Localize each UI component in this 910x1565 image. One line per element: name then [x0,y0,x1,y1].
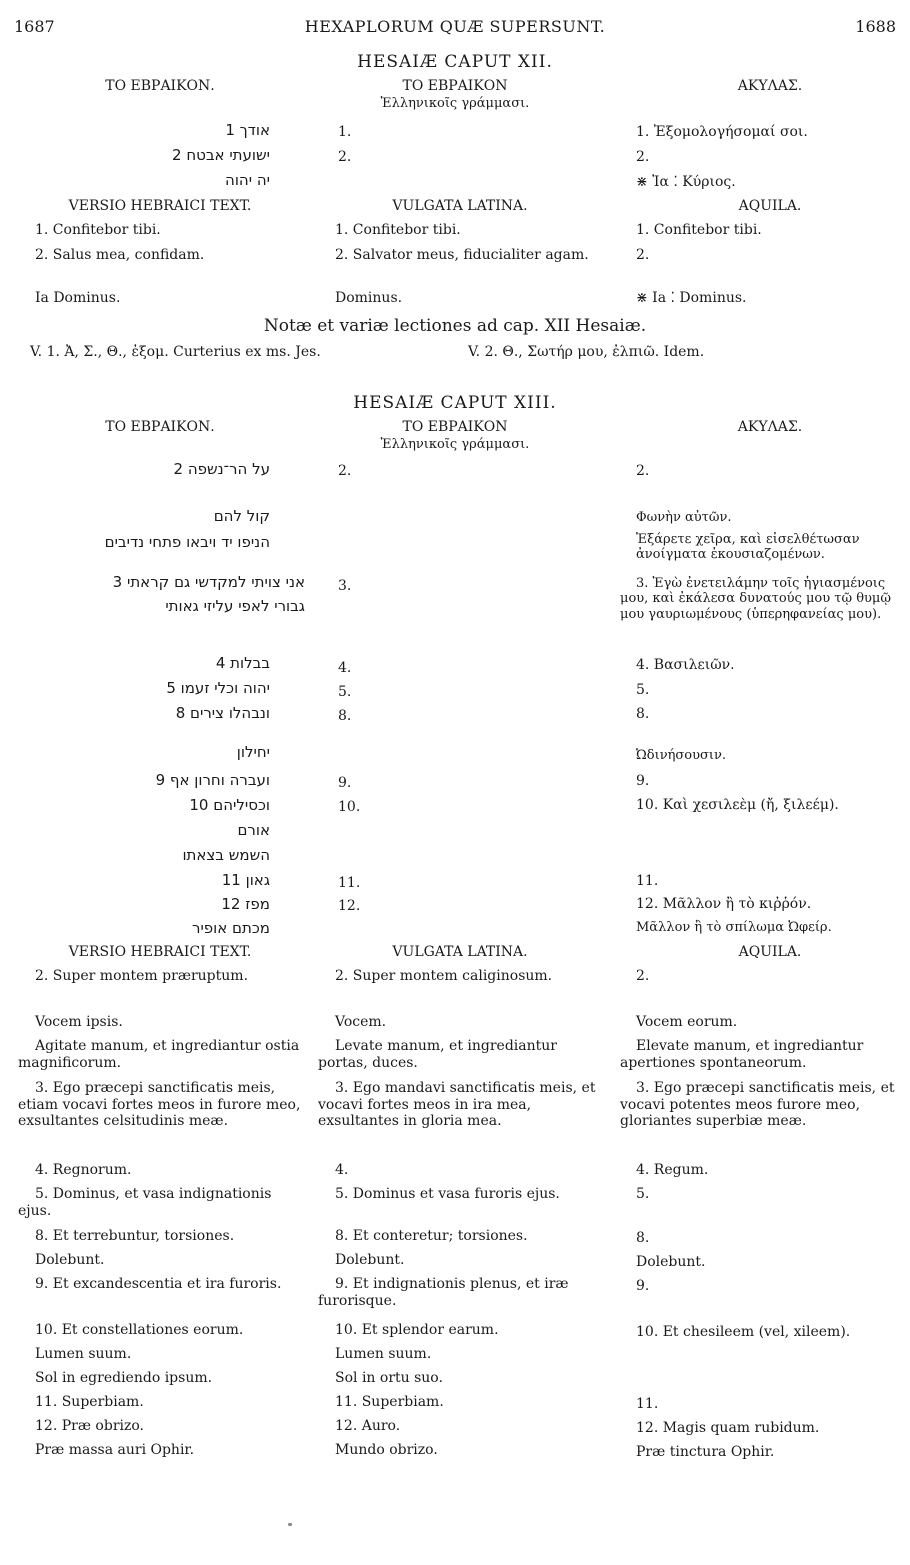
aquila-latin: Vocem eorum. [636,1014,738,1030]
verse-number: 3. [338,578,352,594]
aquila-latin: 2. [636,968,650,984]
versio-line: Dolebunt. [35,1252,105,1268]
versio-line: Ia Dominus. [35,290,121,306]
aquila-latin: ⋇ Ia ⁚ Dominus. [636,290,747,306]
aquila-greek: Φωνὴν αὐτῶν. [636,510,732,525]
aquila-latin: 5. [636,1186,650,1202]
aquila-latin: 4. Regum. [636,1162,709,1178]
verse-number: 2. [338,463,352,479]
latin-col-head-vulgata: VULGATA LATINA. [392,198,528,214]
verse-number: 10. [338,799,361,815]
aquila-greek: Ὠδινήσουσιν. [636,748,727,763]
col-subhead-greek-letters: Ἑλληνικοῖς γράμμασι. [380,437,530,452]
versio-line: 9. Et excandescentia et ira furoris. [35,1276,282,1292]
vulgata-line: Dominus. [335,290,403,306]
versio-line: Præ massa auri Ophir. [35,1442,195,1458]
aquila-latin: Præ tinctura Ophir. [636,1444,775,1460]
vulgata-line: Dolebunt. [335,1252,405,1268]
vulgata-line: 12. Auro. [335,1418,401,1434]
aquila-greek: 4. Βασιλειῶν. [636,657,735,673]
verse-number: 4. [338,660,352,676]
vulgata-line: 11. Superbiam. [335,1394,444,1410]
verse-number: 8. [338,708,352,724]
aquila-latin: 10. Et chesileem (vel, xileem). [636,1324,851,1340]
hebrew-line: הניפו יד ויבאו פתחי נדיבים [104,533,270,551]
notes-title: Notæ et variæ lectiones ad cap. XII Hesaiæ. [263,316,647,336]
verse-number: 12. [338,898,361,914]
latin-col-head-versio: VERSIO HEBRAICI TEXT. [68,944,252,960]
col-head-aquila: ΑΚΥΛΑΣ. [737,419,803,435]
versio-line: 10. Et constellationes eorum. [35,1322,244,1338]
aquila-greek: 8. [636,706,650,722]
aquila-greek: 10. Καὶ χεσιλεὲμ (ἤ, ξιλεέμ). [636,797,839,813]
running-title: HEXAPLORUM QUÆ SUPERSUNT. [304,17,606,36]
aquila-greek: ⋇ Ἰα ⁚ Κύριος. [636,174,736,190]
versio-line: 5. Dominus, et vasa indignationis ejus. [18,1186,272,1219]
hebrew-line: אודך 1 [225,121,270,139]
aquila-greek: 2. [636,149,650,165]
latin-col-head-versio: VERSIO HEBRAICI TEXT. [68,198,252,214]
col-head-hebrew: ΤΟ ΕΒΡΑΙΚΟΝ. [105,78,215,94]
versio-line: 2. Salus mea, confidam. [35,247,205,263]
vulgata-line: 9. Et indignationis plenus, et iræ furorisque. [318,1276,569,1309]
hebrew-line: ועברה וחרון אף 9 [155,771,270,789]
aquila-latin: 2. [636,247,650,263]
vulgata-line: Sol in ortu suo. [335,1370,443,1386]
aquila-greek: 9. [636,773,650,789]
hebrew-line: מפז 12 [221,895,270,913]
vulgata-line: 2. Salvator meus, fiducialiter agam. [335,247,589,263]
vulgata-line: 10. Et splendor earum. [335,1322,499,1338]
aquila-greek: 2. [636,463,650,479]
aquila-latin: 12. Magis quam rubidum. [636,1420,820,1436]
col-head-greek-letters: ΤΟ ΕΒΡΑΙΚΟΝ [402,78,508,94]
vulgata-line: 2. Super montem caliginosum. [335,968,553,984]
page-number-right: 1688 [855,17,896,36]
versio-line: 1. Confitebor tibi. [35,222,161,238]
aquila-latin: 1. Confitebor tibi. [636,222,762,238]
col-head-greek-letters: ΤΟ ΕΒΡΑΙΚΟΝ [402,419,508,435]
vulgata-line: Vocem. [335,1014,387,1030]
hebrew-line: השמש בצאתו [182,846,270,864]
versio-line: 2. Super montem præruptum. [35,968,249,984]
latin-col-head-vulgata: VULGATA LATINA. [392,944,528,960]
note: V. 2. Θ., Σωτήρ μου, ἐλπιῶ. Idem. [468,344,705,360]
aquila-latin: 9. [636,1278,650,1294]
col-head-hebrew: ΤΟ ΕΒΡΑΙΚΟΝ. [105,419,215,435]
vulgata-line: 3. Ego mandavi sanctificatis meis, et vocavi fortes meos in ira mea, exsultantes in gloria mea. [318,1080,596,1130]
note: V. 1. Ἀ, Σ., Θ., ἐξομ. Curterius ex ms. Jes. [30,344,321,360]
vulgata-line: Lumen suum. [335,1346,432,1362]
hebrew-line: קול להם [213,507,270,525]
versio-line: 12. Præ obrizo. [35,1418,145,1434]
versio-line: 11. Superbiam. [35,1394,144,1410]
verse-number: 11. [338,875,361,891]
versio-line: 8. Et terrebuntur, torsiones. [35,1228,235,1244]
aquila-greek: 1. Ἐξομολογήσομαί σοι. [636,124,808,140]
hebrew-line: בבלות 4 [215,654,270,672]
latin-col-head-aquila: AQUILA. [738,944,802,960]
versio-line: 3. Ego præcepi sanctificatis meis, etiam vocavi fortes meos in furore meo, exsultantes celsitudinis meæ. [18,1080,301,1130]
hebrew-line: אני צויתי למקדשי גם קראתי 3 [112,573,305,591]
aquila-latin: Elevate manum, et ingrediantur apertiones spontaneorum. [620,1038,864,1071]
vulgata-line: 4. [335,1162,349,1178]
hebrew-line: יה יהוה [225,171,270,189]
versio-line: Lumen suum. [35,1346,132,1362]
vulgata-line: 5. Dominus et vasa furoris ejus. [335,1186,560,1202]
hebrew-line: מכתם אופיר [191,919,270,937]
aquila-latin: 11. [636,1396,659,1412]
verse-number: 5. [338,684,352,700]
aquila-greek: Ἐξάρετε χεῖρα, καὶ εἰσελθέτωσαν ἀνοίγματα ἐκουσιαζομένων. [636,532,860,563]
verse-number: 9. [338,775,352,791]
hebrew-line: גבורי לאפי עליזי גאותי [165,597,305,615]
versio-line: 4. Regnorum. [35,1162,132,1178]
versio-line: Sol in egrediendo ipsum. [35,1370,213,1386]
aquila-greek: 12. Μᾶλλον ἢ τὸ κιῤῥόν. [636,896,812,912]
aquila-greek: 3. Ἐγὼ ἐνετειλάμην τοῖς ἡγιασμένοις μου, καὶ ἐκάλεσα δυνατούς μου τῷ θυμῷ μου γαυριωμένους (ὑπερηφανείας μου). [620,576,891,622]
aquila-latin: 3. Ego præcepi sanctificatis meis, et vocavi potentes meos furore meo, gloriantes superbiæ meæ. [620,1080,895,1130]
vulgata-line: 8. Et conteretur; torsiones. [335,1228,528,1244]
aquila-latin: 8. [636,1230,650,1246]
latin-col-head-aquila: AQUILA. [738,198,802,214]
hebrew-line: ישועתי אבטח 2 [172,146,270,164]
aquila-latin: Dolebunt. [636,1254,706,1270]
aquila-greek: 5. [636,682,650,698]
page-number-left: 1687 [14,17,55,36]
vulgata-line: Levate manum, et ingrediantur portas, duces. [318,1038,557,1071]
hebrew-line: ונבהלו צירים 8 [175,704,270,722]
vulgata-line: 1. Confitebor tibi. [335,222,461,238]
hebrew-line: גאון 11 [221,871,270,889]
aquila-greek: Μᾶλλον ἢ τὸ σπίλωμα Ὠφείρ. [636,920,832,935]
hebrew-line: יהוה וכלי זעמו 5 [166,679,270,697]
scan-speck [288,1523,292,1526]
versio-line: Agitate manum, et ingrediantur ostia magnificorum. [18,1038,300,1071]
chapter-title-12: HESAIÆ CAPUT XII. [357,52,553,72]
hebrew-line: על הר־נשפה 2 [173,460,270,478]
versio-line: Vocem ipsis. [35,1014,123,1030]
hebrew-line: וכסיליהם 10 [189,796,270,814]
hebrew-line: אורם [237,821,270,839]
hebrew-line: יחילון [236,743,270,761]
verse-number: 1. [338,124,352,140]
col-head-aquila: ΑΚΥΛΑΣ. [737,78,803,94]
col-subhead-greek-letters: Ἑλληνικοῖς γράμμασι. [380,96,530,111]
vulgata-line: Mundo obrizo. [335,1442,438,1458]
aquila-greek: 11. [636,873,659,889]
verse-number: 2. [338,149,352,165]
chapter-title-13: HESAIÆ CAPUT XIII. [353,393,557,413]
